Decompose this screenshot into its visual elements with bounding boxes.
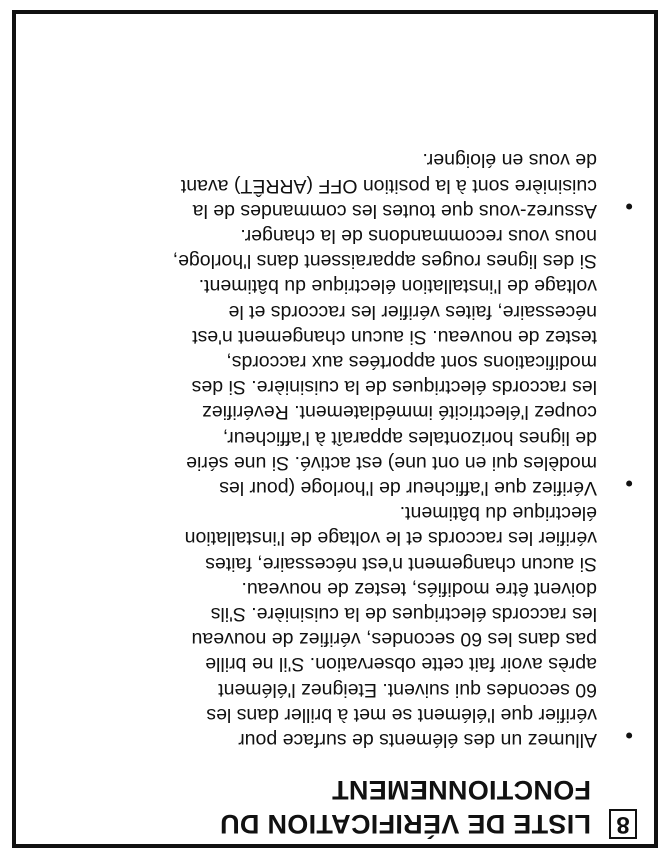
list-item [37, 147, 637, 223]
bullet-icon: • [625, 470, 633, 496]
list-item-text: Allumez un des éléments de surface pour vérifier que l'élément se met à briller dans les 60 secondes qui suivent. Eteignez l'élément après avoir fait cette observation. S'il ne brille pas dans les 60 secondes, vérifiez de nouveau les raccords électriques de la cuisinière. S'ils doivent être modifiés, testez de nouveau. Si aucun changement n'est nécessaire, faites vérifier les raccords et le voltage de l'installation électrique du bâtiment. [184, 502, 597, 751]
list-item-text: Vérifiez que l'afficheur de l'horloge (pour les modèles qui en ont une) est activé. Si une série de lignes horizontales apparaît à l'afficheur, coupez l'électricité immédiatement. Revérifiez les raccords électriques de la cuisinière. Si des modifications sont apportées aux raccords, testez de nouveau. Si aucun changement n'est nécessaire, faites vérifier les raccords et le voltage de l'installation électrique du bâtiment. Si des lignes rouges apparaissent dans l'horloge, nous vous recommandons de la changer. [172, 224, 597, 499]
list-item [37, 500, 637, 752]
list-item [37, 223, 637, 500]
bullet-icon: • [625, 723, 633, 748]
bullet-icon: • [625, 193, 633, 219]
checklist [37, 147, 637, 752]
list-item-text: Assurez-vous que toutes les commandes de la cuisinière sont à la position OFF (ARRÊT) avant de vous en éloigner. [180, 149, 597, 222]
section-title: LISTE DE VÉRIFICATION DU FONCTIONNEMENT [219, 775, 591, 839]
section-number: 8 [609, 809, 637, 839]
